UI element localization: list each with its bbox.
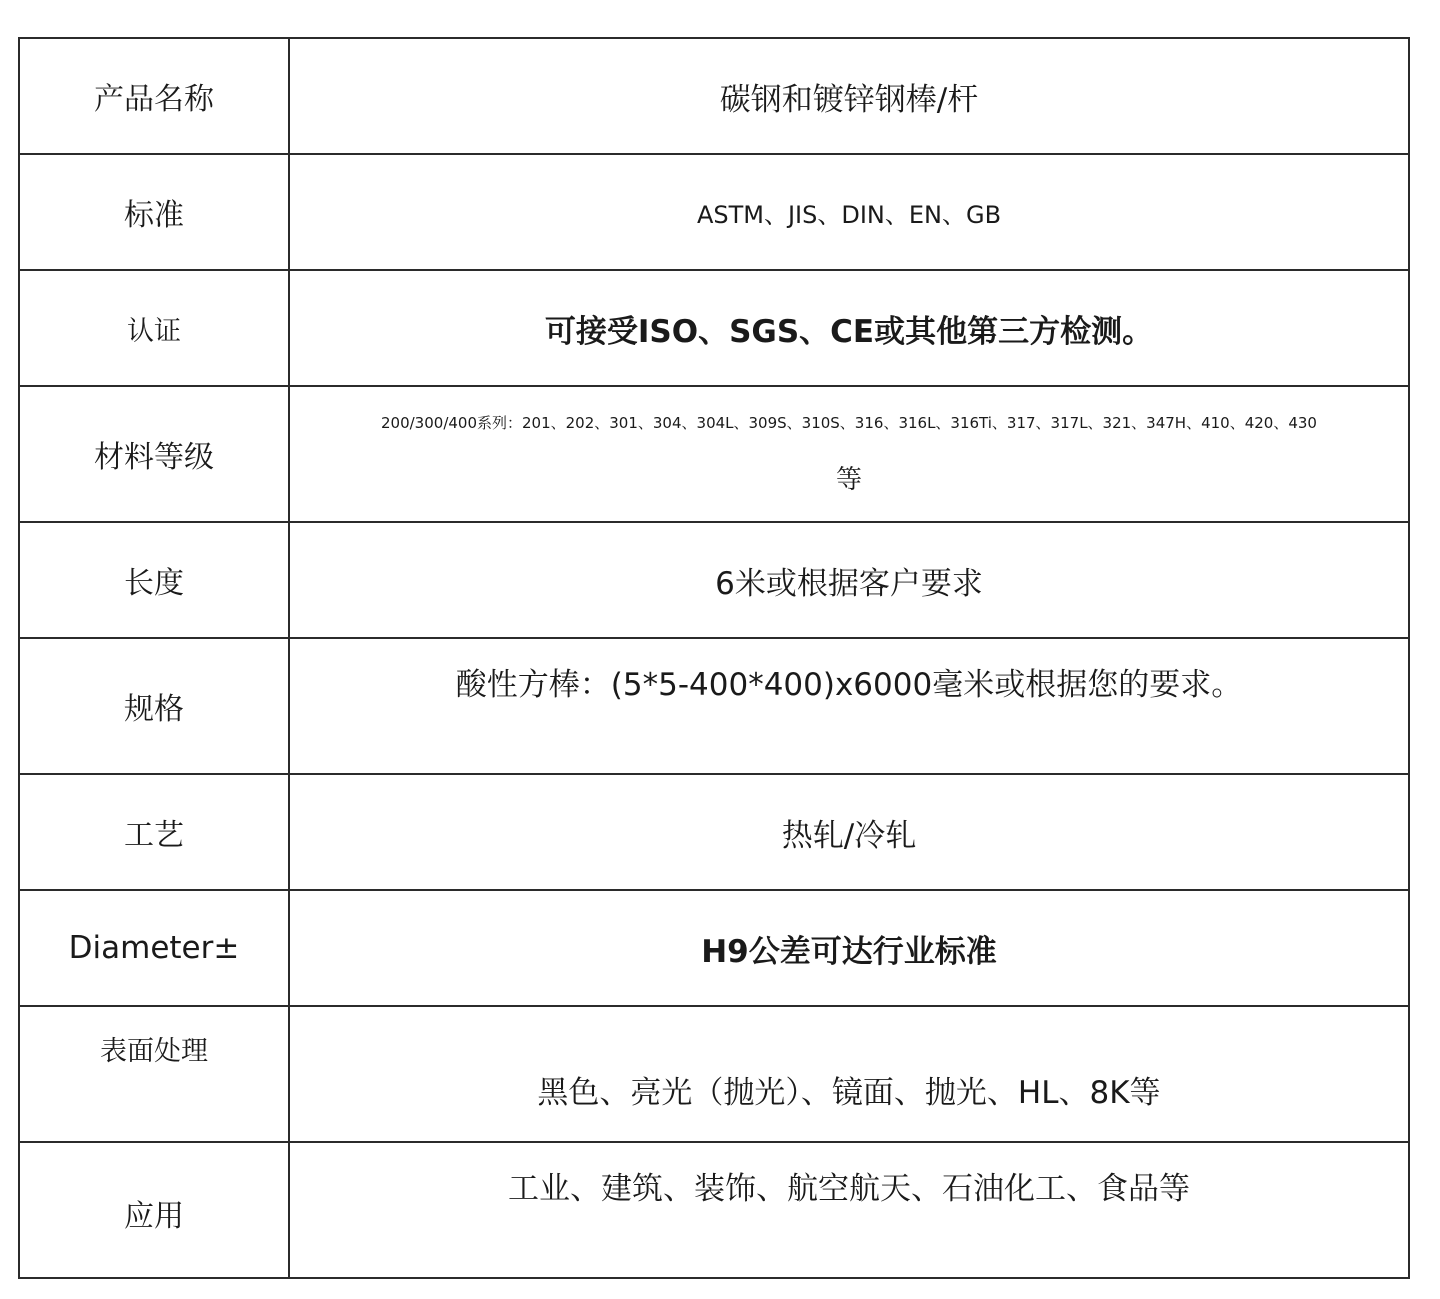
row-label: 材料等级	[94, 440, 214, 475]
label-cell	[19, 1006, 289, 1142]
label-cell	[19, 890, 289, 1006]
value-cell	[289, 270, 1409, 386]
row-value: 200/300/400系列：201、202、301、304、304L、309S、310S、316、316L、316Ti、317、317L、321、347H、410、420、430	[381, 414, 1317, 432]
row-value-tail: 等	[835, 465, 862, 495]
value-cell	[289, 1006, 1409, 1142]
value-cell	[289, 522, 1409, 638]
value-cell	[289, 154, 1409, 270]
row-value: 6米或根据客户要求	[715, 565, 983, 602]
row-label: 长度	[124, 566, 184, 601]
label-cell	[19, 638, 289, 774]
label-cell	[19, 386, 289, 522]
row-label: Diameter±	[68, 930, 240, 966]
table-row-product-name	[19, 38, 1409, 154]
table-row-surface-treatment	[19, 1006, 1409, 1142]
table-row-diameter	[19, 890, 1409, 1006]
table-row-specification	[19, 638, 1409, 774]
row-label: 规格	[124, 692, 184, 727]
row-value: H9公差可达行业标准	[701, 933, 997, 970]
row-label: 工艺	[124, 818, 184, 853]
value-cell	[289, 38, 1409, 154]
value-cell	[289, 638, 1409, 774]
value-cell	[289, 386, 1409, 522]
value-cell	[289, 890, 1409, 1006]
table-row-standard	[19, 154, 1409, 270]
label-cell	[19, 270, 289, 386]
value-cell	[289, 774, 1409, 890]
row-value: 黑色、亮光（抛光）、镜面、抛光、HL、8K等	[537, 1074, 1161, 1111]
table-row-application	[19, 1142, 1409, 1278]
row-value: ASTM、JIS、DIN、EN、GB	[696, 200, 1002, 229]
table-row-length	[19, 522, 1409, 638]
label-cell	[19, 522, 289, 638]
table-row-process	[19, 774, 1409, 890]
row-value: 碳钢和镀锌钢棒/杆	[719, 81, 979, 118]
row-value: 酸性方棒：(5*5-400*400)x6000毫米或根据您的要求。	[455, 667, 1243, 703]
value-cell	[289, 1142, 1409, 1278]
row-value: 可接受ISO、SGS、CE或其他第三方检测。	[544, 313, 1154, 350]
row-label: 产品名称	[94, 82, 214, 117]
label-cell	[19, 1142, 289, 1278]
table-row-material-grade	[19, 386, 1409, 522]
label-cell	[19, 154, 289, 270]
row-label: 标准	[124, 198, 184, 233]
row-value: 工业、建筑、装饰、航空航天、石油化工、食品等	[508, 1171, 1190, 1207]
row-label: 表面处理	[100, 1036, 208, 1067]
label-cell	[19, 774, 289, 890]
product-spec-table	[18, 37, 1410, 1279]
row-value: 热轧/冷轧	[781, 817, 917, 854]
label-cell	[19, 38, 289, 154]
row-label: 应用	[124, 1199, 184, 1234]
table-row-certification	[19, 270, 1409, 386]
row-label: 认证	[127, 315, 181, 347]
